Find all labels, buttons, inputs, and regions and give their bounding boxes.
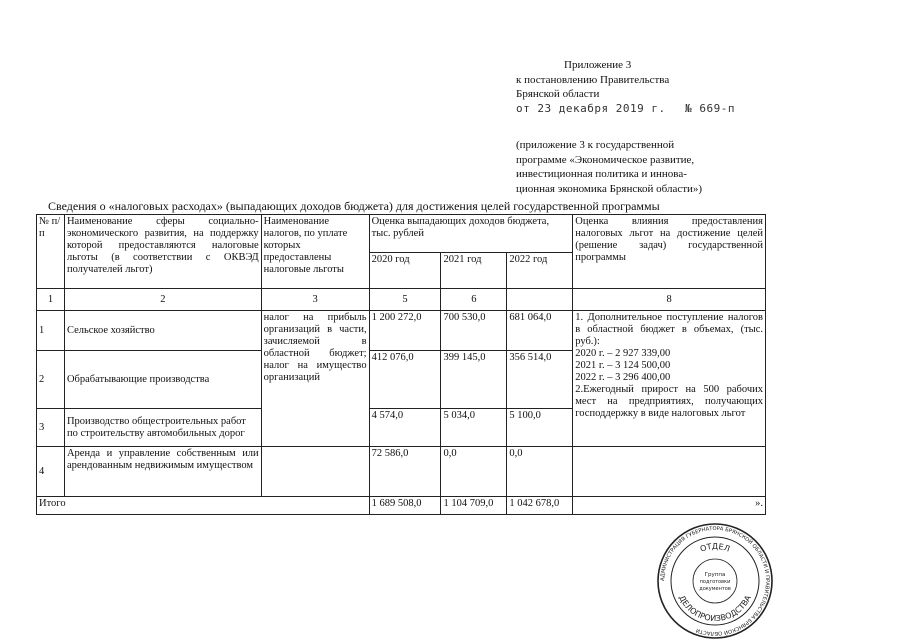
header-year-2020: 2020 год	[369, 253, 441, 289]
table-row	[37, 447, 766, 497]
total-2020: 1 689 508,0	[369, 497, 441, 515]
row-value-2022: 0,0	[507, 447, 573, 497]
stamp-top-text: ОТДЕЛ	[698, 541, 732, 554]
stamp-bottom-text: ДЕЛОПРОИЗВОДСТВА	[677, 593, 753, 624]
colnum-3: 3	[261, 289, 369, 311]
appendix-region: Брянской области	[516, 88, 600, 100]
program-line-4: ционная экономика Брянской области»)	[516, 182, 703, 195]
stamp-ring-text: АДМИНИСТРАЦИЯ ГУБЕРНАТОРА БРЯНСКОЙ ОБЛАСТИ И ПРАВИТЕЛЬСТВА БРЯНСКОЙ ОБЛАСТИ	[659, 525, 771, 637]
row-value-2022: 5 100,0	[507, 409, 573, 447]
total-end: ».	[573, 497, 766, 515]
row-sphere: Аренда и управление собственным или арендованным недвижимым имуществом	[64, 447, 261, 497]
row-value-2021: 5 034,0	[441, 409, 507, 447]
header-effect: Оценка влияния предоставления налоговых льгот на достижение целей (решение задач) государственной программы	[573, 215, 766, 289]
program-line-2: программе «Экономическое развитие,	[516, 153, 695, 166]
header-sphere: Наименование сферы социально-экономического развития, на поддержку которой предоставляются налоговые льготы (в соответствии с ОКВЭД получателей льгот)	[64, 215, 261, 289]
office-stamp	[656, 522, 774, 640]
row-value-2020: 412 076,0	[369, 351, 441, 409]
effect-line: 2020 г. – 2 927 339,00	[575, 348, 671, 359]
stamp-center-2: подготовки	[699, 579, 731, 585]
appendix-title: Приложение 3	[564, 59, 632, 71]
total-row	[37, 497, 766, 515]
effect-line: 2022 г. – 3 296 400,00	[575, 372, 671, 383]
table-row	[37, 311, 766, 351]
effect-line: 2.Ежегодный прирост на 500 рабочих мест на предприятиях, получающих господдержку в виде налоговых льгот	[575, 384, 763, 419]
appendix-number: № 669-п	[685, 101, 735, 115]
row-value-2022: 681 064,0	[507, 311, 573, 351]
row-sphere: Обрабатывающие производства	[64, 351, 261, 409]
colnum-8: 8	[573, 289, 766, 311]
tax-expenditure-table	[36, 214, 766, 515]
tax-names: налог на прибыль организаций в части, зачисляемой в областной бюджет; налог на имущество организаций	[261, 311, 369, 447]
row-num: 4	[37, 447, 65, 497]
stamp-center-1: Группа	[704, 572, 726, 578]
total-label: Итого	[37, 497, 370, 515]
row-value-2020: 72 586,0	[369, 447, 441, 497]
header-tax: Наименование налогов, по уплате которых предоставлены налоговые льготы	[261, 215, 369, 289]
table-title: Сведения о «налоговых расходах» (выпадающих доходов бюджета) для достижения целей государственной программы	[48, 199, 660, 213]
program-line-3: инвестиционная политика и иннова-	[516, 168, 687, 180]
header-year-2021: 2021 год	[441, 253, 507, 289]
row-value-2021: 399 145,0	[441, 351, 507, 409]
total-2021: 1 104 709,0	[441, 497, 507, 515]
row-value-2021: 0,0	[441, 447, 507, 497]
row-sphere: Сельское хозяйство	[64, 311, 261, 351]
row-num: 1	[37, 311, 65, 351]
row-value-2020: 1 200 272,0	[369, 311, 441, 351]
effect-line: 2021 г. – 3 124 500,00	[575, 360, 671, 371]
row-sphere: Производство общестроительных работ по строительству автомобильных дорог	[64, 409, 261, 447]
appendix-header	[516, 58, 776, 196]
colnum-2: 2	[64, 289, 261, 311]
row-value-2021: 700 530,0	[441, 311, 507, 351]
appendix-resolution: к постановлению Правительства	[516, 73, 670, 86]
colnum-5: 5	[369, 289, 441, 311]
row-num: 2	[37, 351, 65, 409]
effect-description	[573, 311, 766, 447]
appendix-date: от 23 декабря 2019 г.	[516, 101, 666, 115]
program-line-1: (приложение 3 к государственной	[516, 139, 675, 151]
row-value-2020: 4 574,0	[369, 409, 441, 447]
total-2022: 1 042 678,0	[507, 497, 573, 515]
colnum-6: 6	[441, 289, 507, 311]
colnum-1: 1	[37, 289, 65, 311]
header-num: № п/п	[37, 215, 65, 289]
header-estimate: Оценка выпадающих доходов бюджета, тыс. рублей	[369, 215, 573, 253]
row-value-2022: 356 514,0	[507, 351, 573, 409]
row-num: 3	[37, 409, 65, 447]
header-year-2022: 2022 год	[507, 253, 573, 289]
stamp-center-3: документов	[699, 586, 731, 592]
effect-line: 1. Дополнительное поступление налогов в областной бюджет в объемах, (тыс. руб.):	[575, 312, 763, 347]
